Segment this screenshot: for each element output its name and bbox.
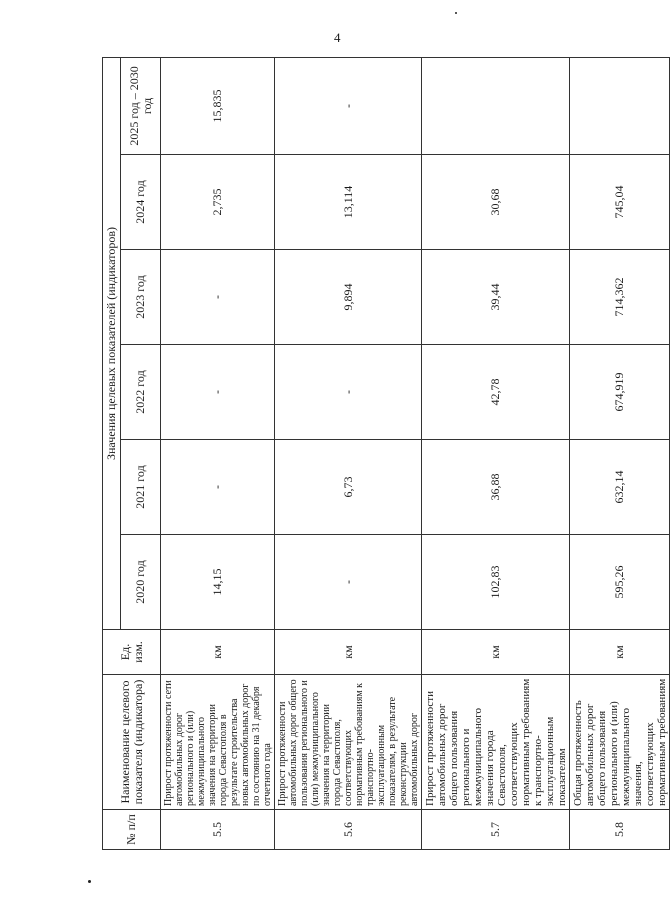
row-unit: км	[570, 630, 670, 675]
table-row	[161, 57, 275, 849]
table-row	[570, 57, 670, 849]
row-name: Прирост протяженности автомобильных дорог общего пользования регионального и межмуниципального значения города Севастополя, соответствующих нормативным требованиям к транспортно-эксплуатационным показателям	[422, 675, 570, 810]
header-row-top	[103, 57, 121, 849]
header-year: 2022 год	[121, 345, 161, 440]
row-value: 6,73	[275, 440, 422, 535]
row-unit: км	[422, 630, 570, 675]
row-value	[570, 57, 670, 154]
row-value: -	[161, 345, 275, 440]
row-value: 39,44	[422, 250, 570, 345]
row-unit: км	[275, 630, 422, 675]
header-year: 2021 год	[121, 440, 161, 535]
indicators-table	[102, 57, 670, 850]
row-value: 15,835	[161, 57, 275, 154]
row-value: 595,26	[570, 535, 670, 630]
header-no: № п/п	[103, 810, 161, 850]
scan-dot	[88, 880, 91, 883]
row-value: 714,362	[570, 250, 670, 345]
header-year: 2024 год	[121, 155, 161, 250]
scan-dot	[455, 12, 457, 14]
row-no: 5.5	[161, 810, 275, 850]
row-no: 5.8	[570, 810, 670, 850]
row-value: -	[275, 57, 422, 154]
rotated-table-wrapper	[102, 58, 668, 850]
row-value: 9,894	[275, 250, 422, 345]
header-year: 2025 год – 2030 год	[121, 57, 161, 154]
row-value: 30,68	[422, 155, 570, 250]
header-values-group: Значения целевых показателей (индикаторов)	[103, 57, 121, 629]
row-value: 102,83	[422, 535, 570, 630]
row-value: -	[161, 250, 275, 345]
row-name: Прирост протяженности сети автомобильных дорог регионального и (или) межмуниципального значения на территории города Севастополя в результате строительства новых автомобильных дорог по состоянию на 31 декабря отчетного года	[161, 675, 275, 810]
row-value: -	[161, 440, 275, 535]
table-row	[275, 57, 422, 849]
header-unit: Ед. изм.	[103, 630, 161, 675]
row-no: 5.7	[422, 810, 570, 850]
row-value: -	[275, 345, 422, 440]
header-year: 2020 год	[121, 535, 161, 630]
row-value: 2,735	[161, 155, 275, 250]
header-year: 2023 год	[121, 250, 161, 345]
row-value: 745,04	[570, 155, 670, 250]
row-value: 13,114	[275, 155, 422, 250]
row-no: 5.6	[275, 810, 422, 850]
row-value: 42,78	[422, 345, 570, 440]
row-name: Общая протяженность автомобильных дорог общего пользования регионального и (или) межмуниципального значения, соответствующих нормативным требованиям	[570, 675, 670, 810]
row-unit: км	[161, 630, 275, 675]
row-value: 14,15	[161, 535, 275, 630]
row-name: Прирост протяженности автомобильных дорог общего пользования регионального и (или) межмуниципального значения на территории города Севастополя, соответствующих нормативным требованиям к транспортно-эксплуатационным показателям, в результате реконструкции автомобильных дорог	[275, 675, 422, 810]
table-row	[422, 57, 570, 849]
page-number: 4	[334, 30, 341, 45]
header-name: Наименование целевого показателя (индикатора)	[103, 675, 161, 810]
row-value	[422, 57, 570, 154]
row-value: 36,88	[422, 440, 570, 535]
row-value: -	[275, 535, 422, 630]
row-value: 674,919	[570, 345, 670, 440]
row-value: 632,14	[570, 440, 670, 535]
